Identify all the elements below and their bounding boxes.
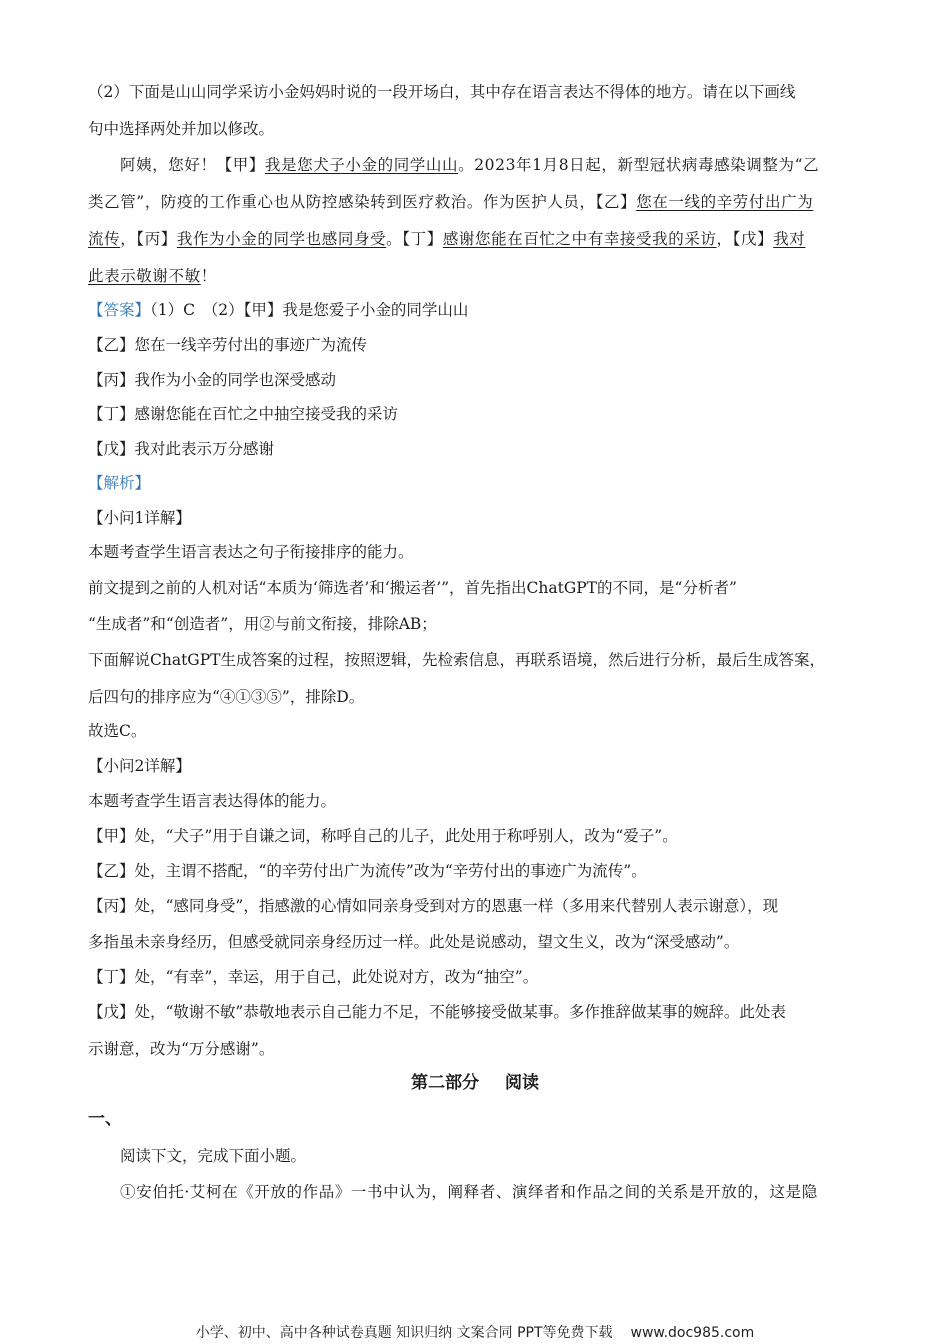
- analysis-text: 下面解说ChatGPT生成答案的过程，按照逻辑，先检索信息，再联系语境，然后进行分析，最后生成答案，: [88, 651, 825, 669]
- passage-line-3: [88, 229, 870, 249]
- analysis-text: 后四句的排序应为“④①③⑤”，排除D。: [88, 688, 365, 706]
- analysis-jia: 【甲】处，“犬子”用于自谦之词，称呼自己的儿子，此处用于称呼别人，改为“爱子”。: [88, 827, 678, 845]
- underlined-sentence-ding: 感谢您能在百忙之中有幸接受我的采访: [442, 230, 717, 248]
- underlined-sentence-bing: 我作为小金的同学也感同身受: [176, 230, 387, 248]
- passage-text: ，【戊】: [716, 230, 774, 248]
- part-2-title: [0, 1073, 950, 1093]
- answer-wu: 【戊】我对此表示万分感谢: [88, 440, 275, 458]
- part-2-title-a: 第二部分: [411, 1073, 479, 1093]
- sub-question-2-title: 【小问2详解】: [88, 757, 191, 775]
- answer-text: （1）C （2）【甲】我是您爱子小金的同学山山: [150, 301, 469, 319]
- analysis-text: 故选C。: [88, 722, 147, 740]
- passage-text: 阿姨，您好！【甲】: [120, 156, 265, 174]
- answer-bing: 【丙】我作为小金的同学也深受感动: [88, 371, 337, 389]
- underlined-sentence-yi-end: 流传: [88, 230, 121, 248]
- passage-line-1: [120, 155, 870, 175]
- question-2-prompt-line1: （2）下面是山山同学采访小金妈妈时说的一段开场白，其中存在语言表达不得体的地方。请在以下画线: [88, 83, 796, 101]
- answer-line-1: [88, 300, 870, 320]
- passage-text: ，【丙】: [120, 230, 177, 248]
- analysis-text: “生成者”和“创造者”，用②与前文衔接，排除AB；: [88, 615, 437, 633]
- underlined-sentence-wu-end: 此表示敬谢不敏: [88, 267, 201, 285]
- passage-line-2: [88, 192, 870, 212]
- page-footer: [0, 1322, 950, 1342]
- analysis-wu-1: 【戊】处，“敬谢不敏”恭敬地表示自己能力不足，不能够接受做某事。多作推辞做某事的婉辞。此处表: [88, 1003, 786, 1021]
- passage-text: 。【丁】: [386, 230, 443, 248]
- analysis-yi: 【乙】处，主谓不搭配，“的辛劳付出广为流传”改为“辛劳付出的事迹广为流传”。: [88, 862, 647, 880]
- analysis-label: 【解析】: [88, 474, 151, 492]
- analysis-text: 本题考查学生语言表达之句子衔接排序的能力。: [88, 543, 414, 561]
- reading-paragraph-1: ①安伯托·艾柯在《开放的作品》一书中认为，阐释者、演绎者和作品之间的关系是开放的，这是隐: [120, 1183, 818, 1201]
- section-heading: 一、: [88, 1109, 122, 1129]
- analysis-ding: 【丁】处，“有幸”，幸运，用于自己，此处说对方，改为“抽空”。: [88, 968, 539, 986]
- underlined-sentence-wu: 我对: [773, 230, 806, 248]
- passage-text: 。2023年1月8日起，新型冠状病毒感染调整为“乙: [458, 156, 820, 174]
- passage-text: 类乙管”，防疫的工作重心也从防控感染转到医疗救治。作为医护人员，【乙】: [88, 193, 637, 211]
- passage-line-4: [88, 266, 870, 286]
- answer-ding: 【丁】感谢您能在百忙之中抽空接受我的采访: [88, 405, 399, 423]
- analysis-bing-2: 多指虽未亲身经历，但感受就同亲身经历过一样。此处是说感动，望文生义，改为“深受感动”。: [88, 933, 740, 951]
- footer-url[interactable]: www.doc985.com: [630, 1325, 755, 1341]
- underlined-sentence-yi: 您在一线的辛劳付出广为: [636, 193, 814, 211]
- analysis-text: 本题考查学生语言表达得体的能力。: [88, 792, 337, 810]
- passage-text: ！: [200, 267, 217, 285]
- analysis-bing-1: 【丙】处，“感同身受”，指感激的心情如同亲身受到对方的恩惠一样（多用来代替别人表示谢意），现: [88, 897, 779, 915]
- footer-text: 小学、初中、高中各种试卷真题 知识归纳 文案合同 PPT等免费下载: [195, 1325, 613, 1341]
- answer-yi: 【乙】您在一线辛劳付出的事迹广为流传: [88, 336, 368, 354]
- analysis-text: 前文提到之前的人机对话“本质为‘筛选者’和‘搬运者’”，首先指出ChatGPT的不同，是“分析者”: [88, 579, 737, 597]
- reading-instruction: 阅读下文，完成下面小题。: [120, 1147, 307, 1165]
- underlined-sentence-jia: 我是您犬子小金的同学山山: [264, 156, 459, 174]
- sub-question-1-title: 【小问1详解】: [88, 509, 191, 527]
- analysis-wu-2: 示谢意，改为“万分感谢”。: [88, 1040, 275, 1058]
- question-2-prompt-line2: 句中选择两处并加以修改。: [88, 120, 275, 138]
- answer-label: 【答案】: [88, 301, 151, 319]
- part-2-title-b: 阅读: [505, 1073, 539, 1093]
